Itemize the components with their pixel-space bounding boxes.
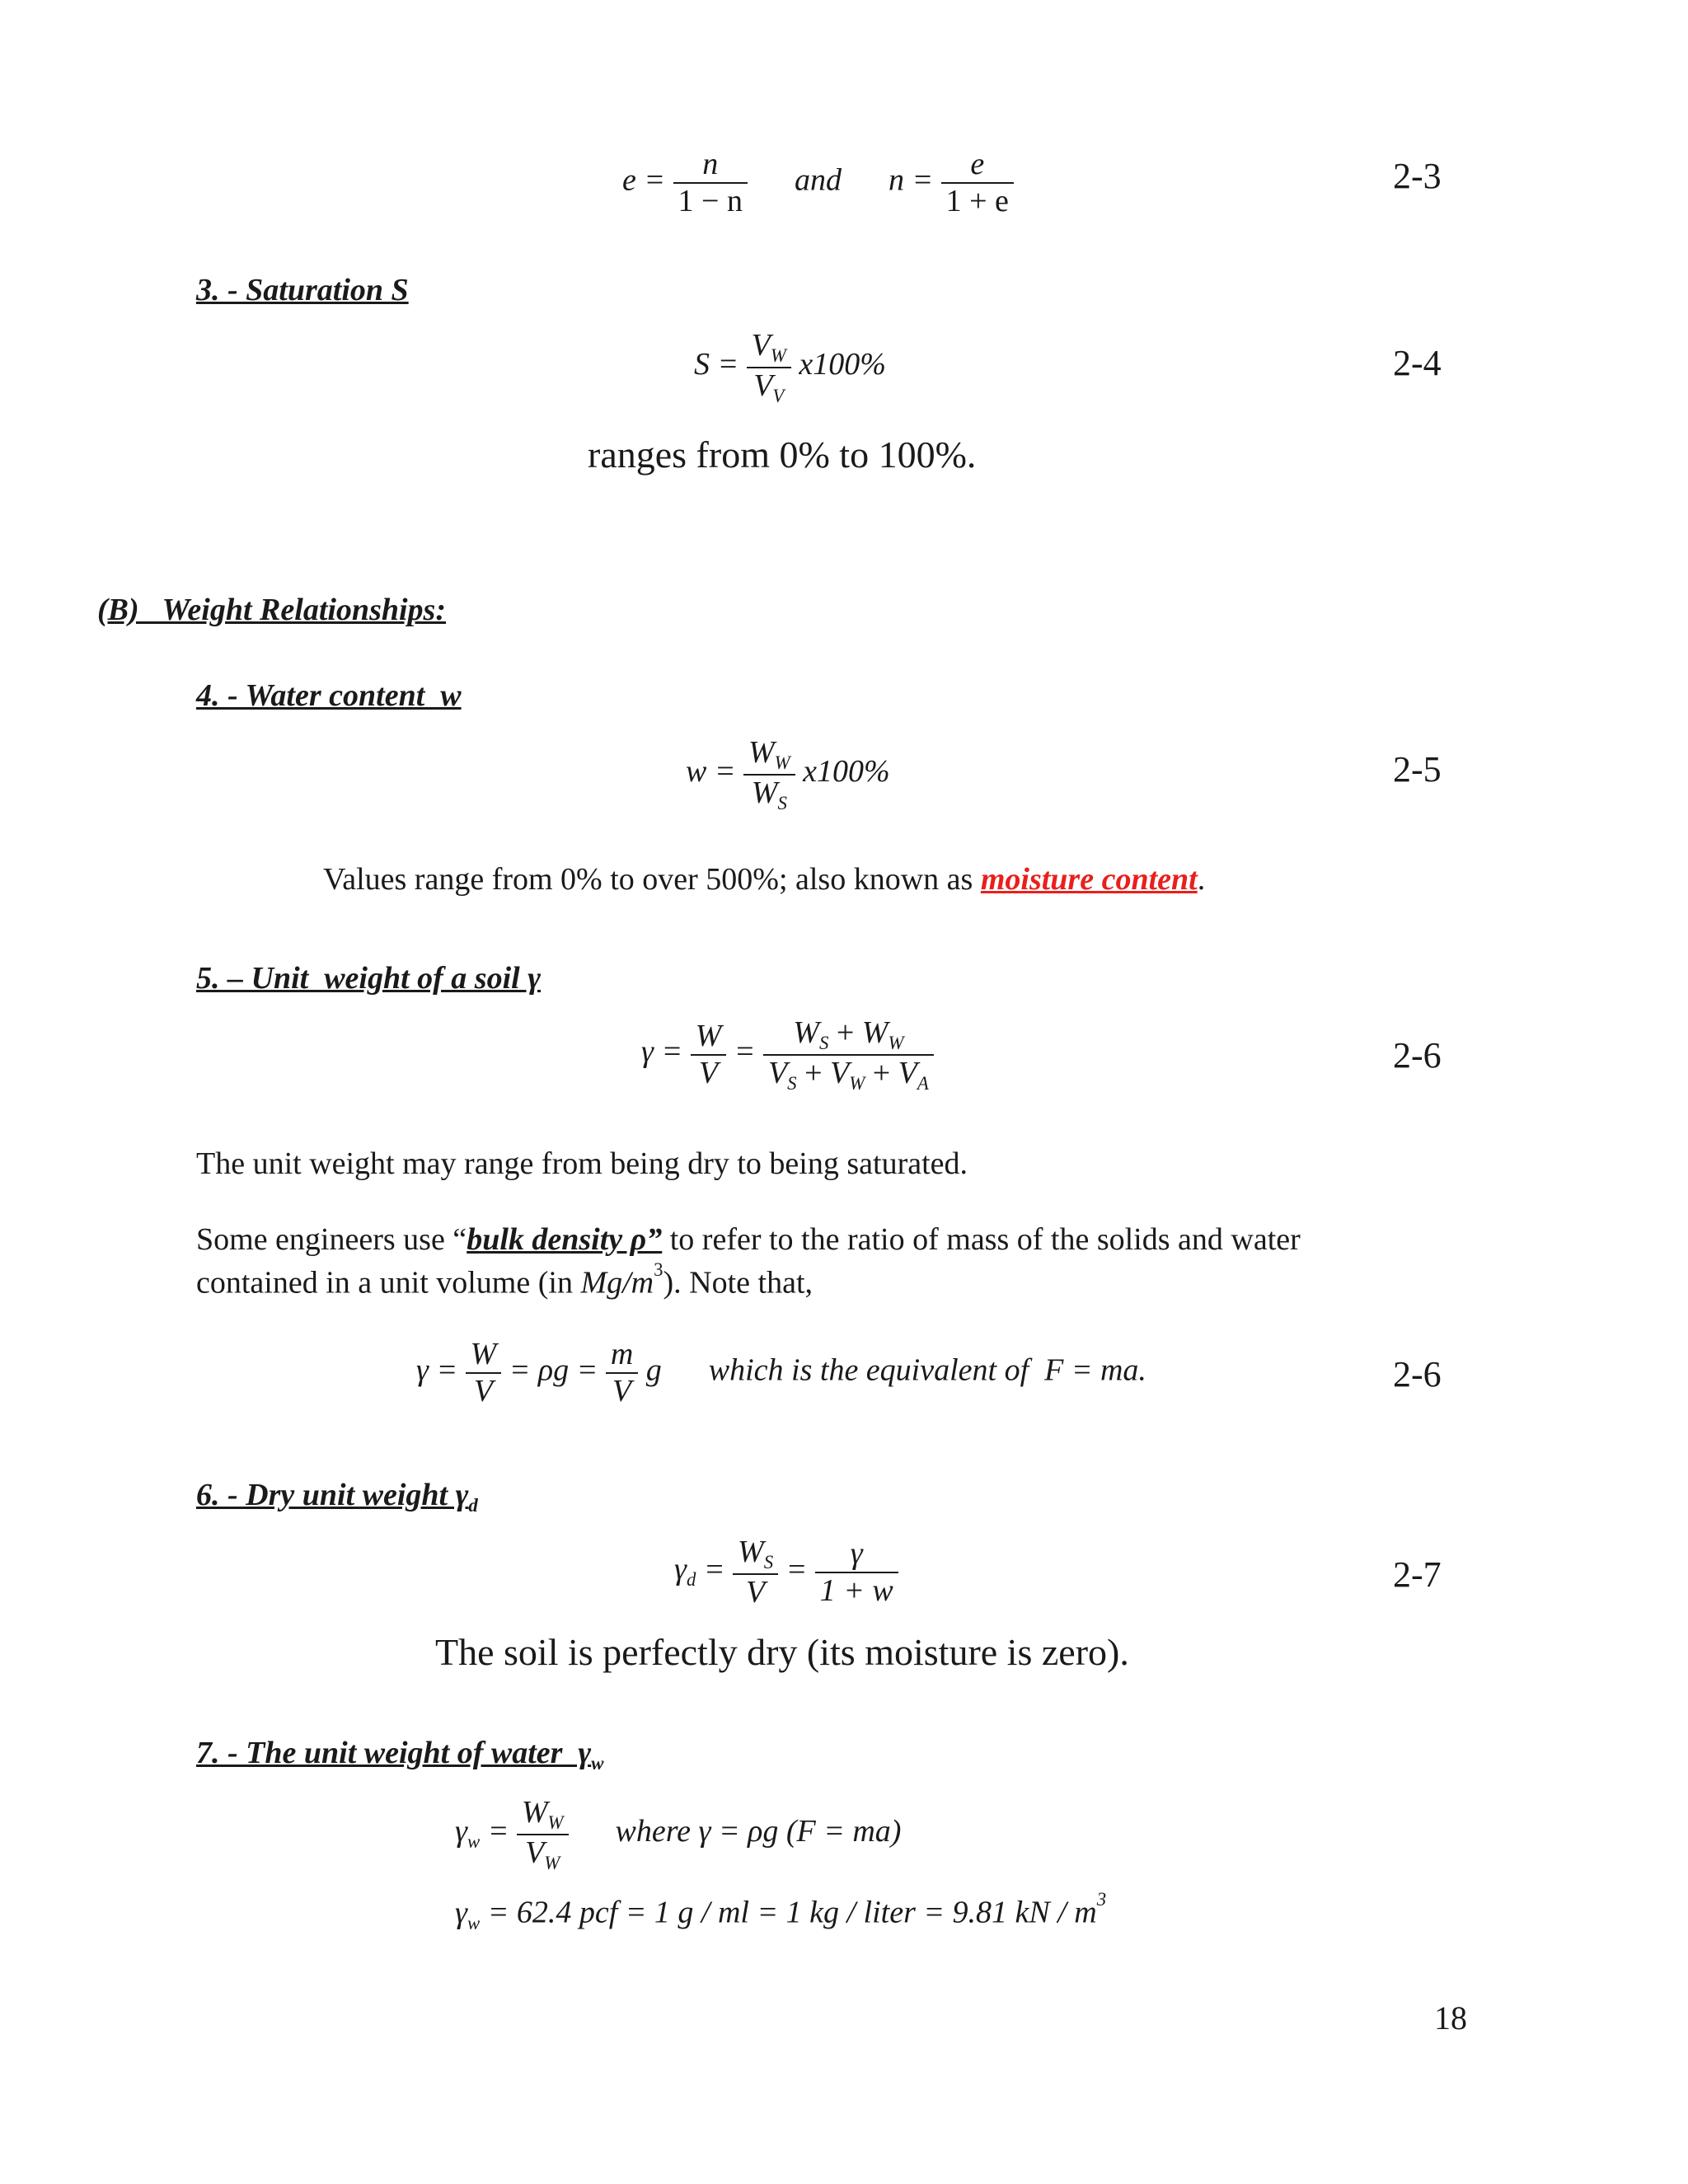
moisture-content-highlight: moisture content <box>980 862 1198 897</box>
S-numerator: $V_W$ <box>747 328 791 368</box>
saturation-range: ranges from 0% to 100%. <box>588 434 977 476</box>
equation-2-6-b: γ = $\frac{W}{V}$ = ρg = $\frac{m}{V}$ g which is the equivalent of F = ma. <box>416 1337 1146 1408</box>
bulk-density-line-2: contained in a unit volume (in $Mg/m^3$). Note that, <box>196 1259 814 1301</box>
gamma-lhs: γ = <box>641 1034 683 1070</box>
S-lhs: S = <box>694 347 739 382</box>
w-rhs: x100% <box>803 754 890 790</box>
dry-statement: The soil is perfectly dry (its moisture is zero). <box>435 1631 1129 1673</box>
bulk-density-line-1: Some engineers use “bulk density ρ” to refer to the ratio of mass of the solids and water <box>196 1222 1301 1257</box>
gamma-fraction-2: $\frac{W_S + W_W}{V_S + V_W + V_A}$ <box>763 1015 934 1094</box>
e-lhs: e = <box>622 162 666 198</box>
S-fraction <box>747 328 791 406</box>
heading-unit-weight: 5. – Unit weight of a soil γ <box>196 961 542 996</box>
heading-unit-weight-water: 7. - The unit weight of water $\gamma_w$ <box>196 1736 604 1774</box>
w-numerator: $W_W$ <box>743 735 795 776</box>
gd-fraction-2: $\frac{\gamma}{1 + w}$ <box>815 1536 898 1608</box>
gamma-fraction-1: $\frac{W}{V}$ <box>691 1019 727 1090</box>
n-lhs: n = <box>888 162 934 198</box>
equation-gamma-w-value: $\gamma_w = 62.4$ pcf = 1 g / ml = 1 kg / liter = 9.81 kN / $m^3$ <box>455 1889 1107 1933</box>
heading-weight-relationships: (B) Weight Relationships: <box>97 593 446 627</box>
S-denominator: $V_V$ <box>753 368 785 406</box>
and-text: and <box>794 162 842 198</box>
bulk-density-term: bulk density ρ” <box>467 1222 663 1257</box>
water-content-values: Values range from 0% to over 500%; also known as moisture content. <box>323 862 1206 897</box>
e-numerator: n <box>673 147 748 184</box>
e-denominator: 1 − n <box>678 183 743 218</box>
gw-fraction: $\frac{W_W}{V_W}$ <box>517 1795 569 1873</box>
heading-dry-unit-weight: 6. - Dry unit weight $\gamma_d$ <box>196 1478 478 1516</box>
unit-weight-range: The unit weight may range from being dry to being saturated. <box>196 1146 968 1181</box>
gd-fraction-1: $\frac{W_S}{V}$ <box>733 1535 778 1610</box>
equation-number-2-5: 2-5 <box>1393 749 1442 790</box>
equation-2-3 <box>622 147 1014 218</box>
equation-2-5 <box>686 735 890 813</box>
heading-water-content: 4. - Water content w <box>196 678 462 713</box>
equation-number-2-3: 2-3 <box>1393 156 1442 196</box>
n-numerator: e <box>941 147 1014 184</box>
rho-fraction-2: $\frac{m}{V}$ <box>606 1337 638 1408</box>
equation-gamma-w: $\gamma_w$ = $\frac{W_W}{V_W}$ where γ = ρg (F = ma) <box>455 1795 902 1873</box>
equation-2-7: $\gamma_d$ = $\frac{W_S}{V}$ = $\frac{\gamma}{1 + w}$ <box>674 1535 898 1610</box>
gw-note: where γ = ρg (F = ma) <box>615 1814 902 1849</box>
equation-number-2-6-a: 2-6 <box>1393 1035 1442 1076</box>
rho-note: which is the equivalent of F = ma. <box>708 1352 1146 1388</box>
w-lhs: w = <box>686 754 736 790</box>
equation-2-6-a: γ = $\frac{W}{V}$ = $\frac{W_S + W_W}{V_S + V_W + V_A}$ <box>641 1015 934 1094</box>
equation-number-2-4: 2-4 <box>1393 343 1442 383</box>
S-rhs: x100% <box>799 347 886 382</box>
heading-saturation: 3. - Saturation S <box>196 273 409 307</box>
n-denominator: 1 + e <box>945 183 1009 218</box>
equation-number-2-7: 2-7 <box>1393 1554 1442 1595</box>
equation-2-4 <box>694 328 886 406</box>
page-number: 18 <box>1434 1999 1467 2036</box>
w-denominator: $W_S$ <box>751 775 787 813</box>
equation-number-2-6-b: 2-6 <box>1393 1354 1442 1394</box>
rho-fraction-1: $\frac{W}{V}$ <box>466 1337 502 1408</box>
e-fraction <box>673 147 748 218</box>
w-fraction <box>743 735 795 813</box>
n-fraction <box>941 147 1014 218</box>
